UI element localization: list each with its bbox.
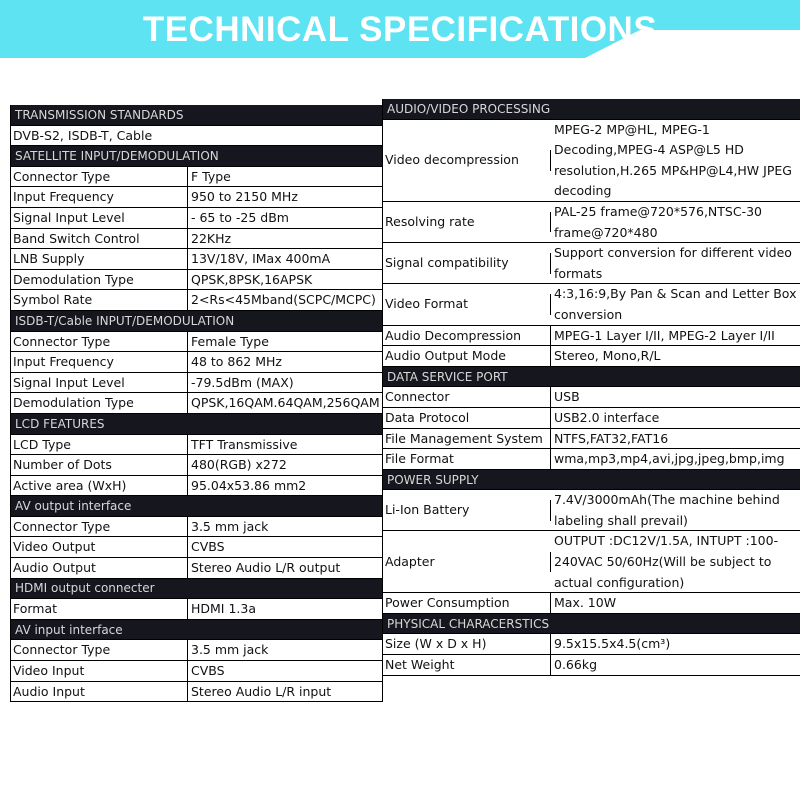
spec-label: Input Frequency <box>11 187 188 207</box>
spec-label: LNB Supply <box>11 249 188 269</box>
spec-row <box>11 187 382 208</box>
spec-row <box>11 373 382 394</box>
spec-row <box>383 346 800 367</box>
spec-row <box>11 537 382 558</box>
section-header-av-out: AV output interface <box>11 496 382 517</box>
spec-value: wma,mp3,mp4,avi,jpg,jpeg,bmp,img <box>554 451 785 467</box>
spec-row <box>11 661 382 682</box>
spec-value: TFT Transmissive <box>191 436 298 452</box>
spec-label: Video Input <box>11 661 188 681</box>
spec-value: CVBS <box>191 663 225 679</box>
spec-row <box>383 655 800 676</box>
spec-row <box>383 284 800 325</box>
spec-label: File Management System <box>383 429 551 449</box>
spec-label: Demodulation Type <box>11 270 188 290</box>
spec-label: Signal Input Level <box>11 208 188 228</box>
spec-value: USB <box>554 389 580 405</box>
spec-row <box>11 290 382 311</box>
left-spec-table <box>10 105 383 702</box>
spec-row <box>11 640 382 661</box>
spec-value: 3.5 mm jack <box>191 518 269 534</box>
spec-label: Video Format <box>383 294 551 315</box>
spec-label: Demodulation Type <box>11 393 188 413</box>
spec-label: Li-Ion Battery <box>383 500 551 521</box>
spec-value: Support conversion for different video formats <box>554 245 792 281</box>
section-header-isdb: ISDB-T/Cable INPUT/DEMODULATION <box>11 311 382 332</box>
spec-row <box>11 476 382 497</box>
spec-text: DVB-S2, ISDB-T, Cable <box>11 126 382 147</box>
spec-row <box>383 593 800 614</box>
spec-row <box>11 517 382 538</box>
spec-value: HDMI 1.3a <box>191 601 257 617</box>
spec-row <box>383 449 800 470</box>
spec-label: File Format <box>383 449 551 469</box>
spec-row <box>11 229 382 250</box>
spec-label: LCD Type <box>11 435 188 455</box>
spec-value: Female Type <box>191 333 269 349</box>
spec-value: Stereo, Mono,R/L <box>554 348 661 364</box>
spec-value: QPSK,8PSK,16APSK <box>191 271 313 287</box>
section-header-transmission: TRANSMISSION STANDARDS <box>11 105 382 126</box>
spec-label: Audio Decompression <box>383 326 551 346</box>
spec-value: -79.5dBm (MAX) <box>191 374 294 390</box>
spec-row <box>11 208 382 229</box>
spec-label: Connector Type <box>11 517 188 537</box>
spec-row <box>383 387 800 408</box>
section-header-hdmi: HDMI output connecter <box>11 579 382 600</box>
spec-label: Symbol Rate <box>11 290 188 310</box>
spec-row <box>383 490 800 531</box>
spec-row <box>383 634 800 655</box>
spec-label: Audio Input <box>11 682 188 702</box>
section-header-physical: PHYSICAL CHARACERSTICS <box>383 614 800 635</box>
spec-label: Band Switch Control <box>11 229 188 249</box>
spec-label: Signal Input Level <box>11 373 188 393</box>
spec-row <box>11 393 382 414</box>
spec-row <box>11 167 382 188</box>
spec-value: 2<Rs<45Mband(SCPC/MCPC) <box>191 292 376 308</box>
spec-value: - 65 to -25 dBm <box>191 209 289 225</box>
spec-value: QPSK,16QAM.64QAM,256QAM <box>191 395 380 411</box>
spec-label: Number of Dots <box>11 455 188 475</box>
section-header-av-in: AV input interface <box>11 620 382 641</box>
section-header-power: POWER SUPPLY <box>383 470 800 491</box>
spec-row <box>383 202 800 243</box>
spec-row <box>383 531 800 593</box>
spec-row <box>11 435 382 456</box>
spec-label: Active area (WxH) <box>11 476 188 496</box>
spec-label: Resolving rate <box>383 212 551 233</box>
spec-label: Connector <box>383 387 551 407</box>
spec-value: 7.4V/3000mAh(The machine behind labeling shall prevail) <box>554 492 780 528</box>
spec-value: 95.04x53.86 mm2 <box>191 477 307 493</box>
spec-label: Power Consumption <box>383 593 551 613</box>
spec-label: Adapter <box>383 552 551 573</box>
spec-value: MPEG-1 Layer I/II, MPEG-2 Layer I/II <box>554 327 775 343</box>
spec-label: Format <box>11 599 188 619</box>
spec-label: Connector Type <box>11 332 188 352</box>
spec-label: Audio Output Mode <box>383 346 551 366</box>
spec-value: Stereo Audio L/R input <box>191 683 332 699</box>
spec-row <box>11 599 382 620</box>
spec-value: 13V/18V, IMax 400mA <box>191 251 331 267</box>
spec-row <box>11 270 382 291</box>
spec-row <box>383 429 800 450</box>
spec-value: CVBS <box>191 539 225 555</box>
page-title: TECHNICAL SPECIFICATIONS <box>142 10 658 49</box>
spec-value: MPEG-2 MP@HL, MPEG-1 Decoding,MPEG-4 ASP@L5 HD resolution,H.265 MP&HP@L4,HW JPEG decoding <box>554 121 792 199</box>
spec-row <box>383 120 800 202</box>
spec-value: 950 to 2150 MHz <box>191 189 298 205</box>
section-header-lcd: LCD FEATURES <box>11 414 382 435</box>
spec-value: 0.66kg <box>554 657 598 673</box>
spec-row <box>11 455 382 476</box>
spec-value: 9.5x15.5x4.5(cm³) <box>554 636 671 652</box>
section-header-satellite: SATELLITE INPUT/DEMODULATION <box>11 146 382 167</box>
section-header-data-port: DATA SERVICE PORT <box>383 367 800 388</box>
spec-value: PAL-25 frame@720*576,NTSC-30 frame@720*480 <box>554 203 762 240</box>
spec-value: 4:3,16:9,By Pan & Scan and Letter Box conversion <box>554 286 797 322</box>
spec-label: Audio Output <box>11 558 188 578</box>
spec-value: 22KHz <box>191 230 232 246</box>
spec-row <box>383 408 800 429</box>
spec-value: F Type <box>191 168 231 184</box>
spec-label: Size (W x D x H) <box>383 634 551 654</box>
section-header-av-processing: AUDIO/VIDEO PROCESSING <box>383 99 800 120</box>
right-spec-table <box>382 99 800 676</box>
spec-value: 3.5 mm jack <box>191 642 269 658</box>
spec-row <box>11 332 382 353</box>
spec-label: Net Weight <box>383 655 551 675</box>
spec-value: USB2.0 interface <box>554 409 660 425</box>
spec-value: Max. 10W <box>554 595 617 611</box>
spec-row <box>11 682 382 703</box>
spec-row <box>11 352 382 373</box>
title-banner <box>0 0 800 58</box>
spec-label: Connector Type <box>11 167 188 187</box>
spec-row <box>383 326 800 347</box>
spec-row <box>11 249 382 270</box>
spec-label: Connector Type <box>11 640 188 660</box>
spec-value: 480(RGB) x272 <box>191 457 287 473</box>
spec-label: Data Protocol <box>383 408 551 428</box>
spec-row <box>11 558 382 579</box>
spec-label: Input Frequency <box>11 352 188 372</box>
spec-value: 48 to 862 MHz <box>191 354 282 370</box>
spec-row <box>383 243 800 284</box>
spec-label: Signal compatibility <box>383 253 551 274</box>
spec-label: Video decompression <box>383 150 551 171</box>
spec-label: Video Output <box>11 537 188 557</box>
spec-value: NTFS,FAT32,FAT16 <box>554 430 669 446</box>
spec-value: OUTPUT :DC12V/1.5A, INTUPT :100-240VAC 50/60Hz(Will be subject to actual configuration) <box>554 533 779 590</box>
spec-value: Stereo Audio L/R output <box>191 560 341 576</box>
